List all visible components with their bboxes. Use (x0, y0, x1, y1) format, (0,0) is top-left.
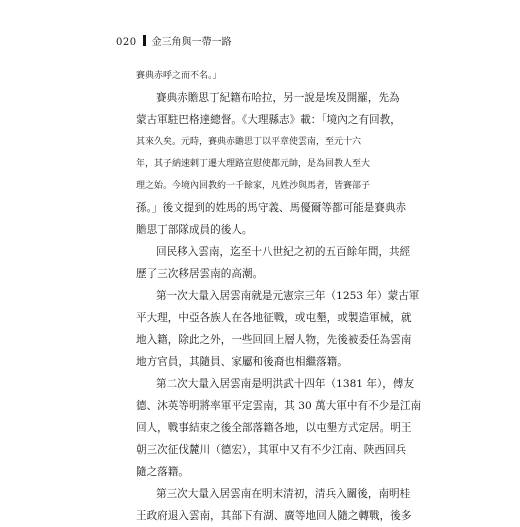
line-text: 理之始。今境內回教約一千餘家，凡姓沙與馬者，皆賽部子 (136, 181, 371, 191)
line-text: 回人，戰事結束之後全部落籍各地，以屯墾方式定居。明王 (136, 422, 412, 434)
line-text: 平大理，中亞各族人在各地征戰，或屯墾，或製造軍械，就 (136, 312, 412, 324)
text-line (136, 439, 407, 461)
line-text: 賽典赤呼之而不名。」 (136, 71, 222, 81)
text-line (136, 483, 411, 505)
text-line (136, 373, 415, 395)
line-text: 賽典赤贍思丁紀籍布哈拉，另一說是埃及開羅，先為 (156, 92, 400, 104)
body-text (136, 65, 422, 527)
text-line (136, 109, 401, 131)
line-text: 年，其子納速剌丁遷大理路宣慰使都元帥，是為回教人至大 (136, 159, 371, 169)
text-line (136, 395, 422, 417)
text-line (136, 505, 412, 527)
line-text: 地方官員，其隨員、家屬和後裔也相繼落籍。 (136, 356, 348, 368)
page-number: 020 (116, 37, 137, 48)
line-text: 孫。」後文提到的姓馬的馬守義、馬優爾等都可能是賽典赤 (136, 202, 407, 214)
running-header (116, 35, 232, 49)
text-line (136, 131, 374, 153)
text-line (136, 65, 374, 87)
text-line (136, 417, 412, 439)
line-text: 其來久矣。元時，賽典赤贍思丁以平章使雲南，至元十六 (136, 137, 362, 147)
text-line (136, 87, 400, 109)
text-line (136, 307, 412, 329)
line-text: 王政府退入雲南，其部下有湖、廣等地回人隨之轉戰，後多 (136, 510, 412, 522)
line-text: 第三次大量入居雲南在明末清初，清兵入關後，南明桂 (156, 488, 411, 500)
text-line (136, 197, 407, 219)
line-text: 第一次大量入居雲南就是元憲宗三年（1253 年）蒙古軍 (156, 290, 420, 302)
line-text: 贍思丁部隊成員的後人。 (136, 224, 253, 236)
header-divider-bar (143, 35, 146, 46)
line-text: 回民移入雲南，迄至十八世紀之初的五百餘年間，共經 (156, 246, 411, 258)
book-title: 金三角與一帶一路 (151, 37, 232, 48)
text-line (136, 219, 374, 241)
line-text: 德、沐英等明將率軍平定雲南，其 30 萬大軍中有不少是江南 (136, 400, 422, 412)
text-line (136, 153, 374, 175)
line-text: 歷了三次移居雲南的高潮。 (136, 268, 264, 280)
text-line (136, 175, 374, 197)
text-line (136, 461, 374, 483)
line-text: 第二次大量入居雲南是明洪武十四年（1381 年），傅友 (156, 378, 415, 390)
text-line (136, 263, 374, 285)
text-line (136, 351, 374, 373)
line-text: 隨之落籍。 (136, 466, 189, 478)
text-line (136, 285, 420, 307)
line-text: 朝三次征伐麓川（德宏），其軍中又有不少江南、陝西回兵 (136, 444, 407, 456)
text-line (136, 241, 411, 263)
line-text: 蒙古軍駐巴格達總督。《大理縣志》載：「境內之有回教， (136, 114, 401, 126)
text-line (136, 329, 412, 351)
line-text: 地入籍，除此之外，一些回回上層人物，先後被委任為雲南 (136, 334, 412, 346)
